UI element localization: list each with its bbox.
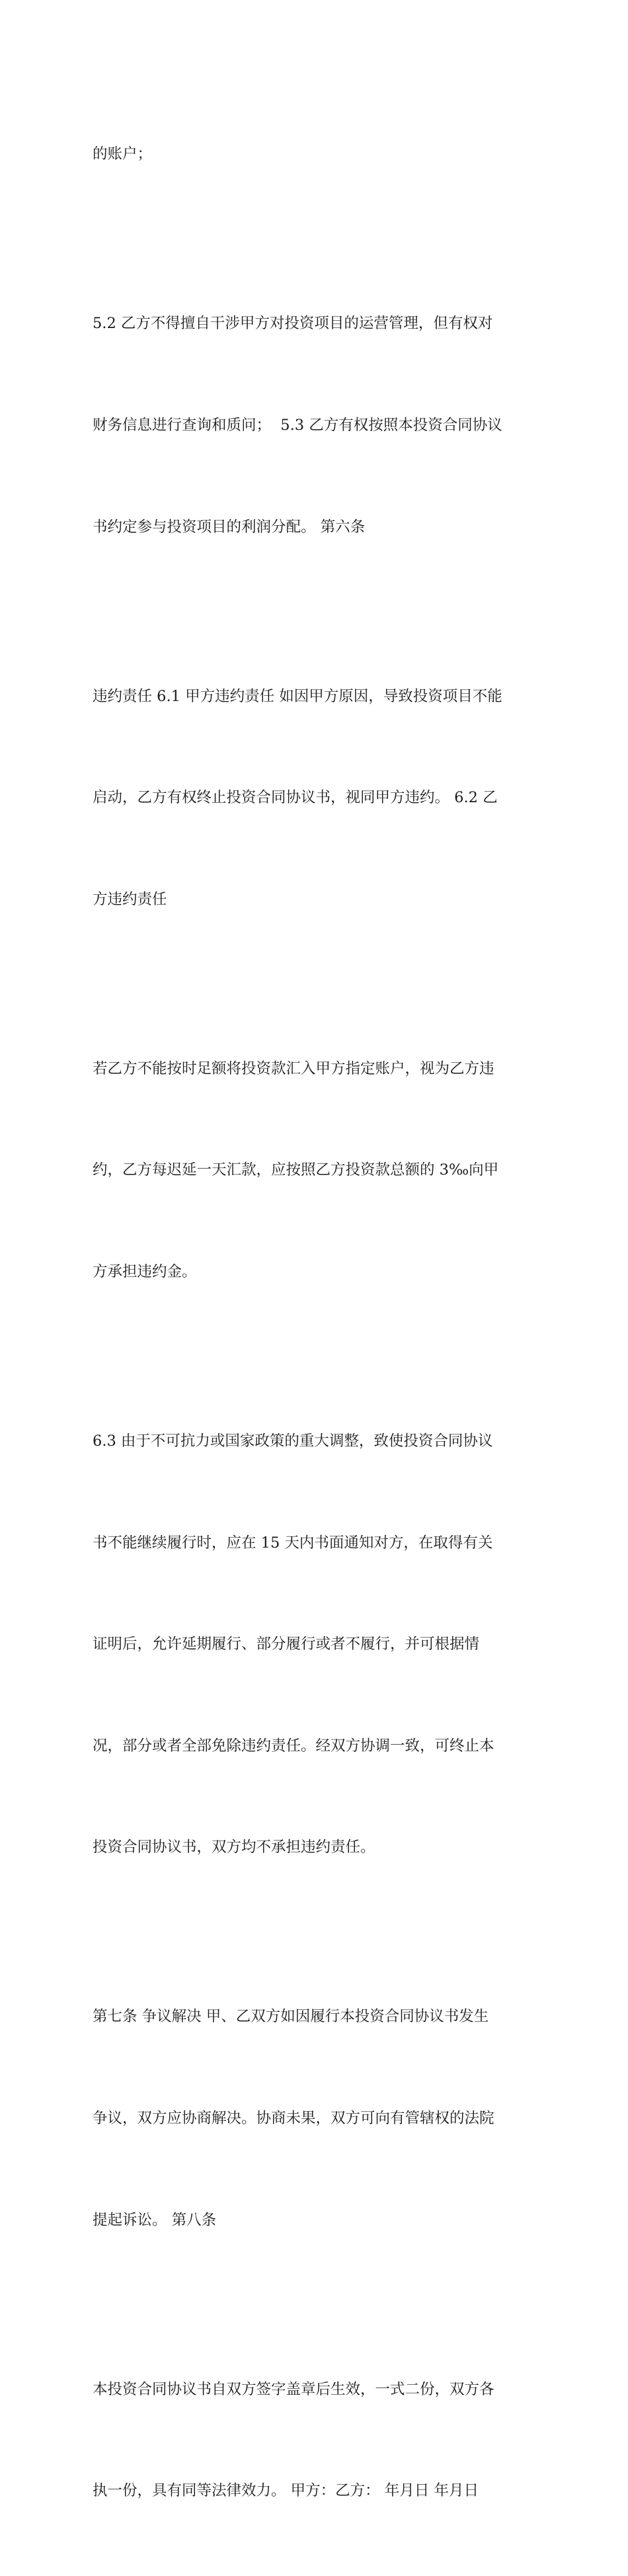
- paragraph-article-8: [93, 2305, 542, 2576]
- text-line: 投资合同协议书，双方均不承担违约责任。: [93, 1839, 375, 1856]
- text-line: 若乙方不能按时足额将投资款汇入甲方指定账户，视为乙方违: [93, 1059, 494, 1077]
- text-line: 执一份，具有同等法律效力。 甲方：乙方： 年月日 年月日: [93, 2482, 479, 2500]
- document-body: [93, 70, 542, 2576]
- paragraph-account: [93, 70, 542, 239]
- text-line: 方违约责任: [93, 890, 167, 908]
- text-line: 书不能继续履行时，应在 15 天内书面通知对方，在取得有关: [93, 1534, 493, 1552]
- text-line: 财务信息进行查询和质问； 5.3 乙方有权按照本投资合同协议: [93, 417, 502, 434]
- text-line: 证明后，允许延期履行、部分履行或者不履行，并可根据情: [93, 1636, 480, 1653]
- text-line: 违约责任 6.1 甲方违约责任 如因甲方原因，导致投资项目不能: [93, 687, 502, 705]
- paragraph-clause-6-1: [93, 612, 542, 984]
- text-line: 书约定参与投资项目的利润分配。 第六条: [93, 518, 366, 536]
- text-line: 况，部分或者全部免除违约责任。经双方协调一致，可终止本: [93, 1737, 494, 1755]
- text-line: 争议，双方应协商解决。协商未果，双方可向有管辖权的法院: [93, 2109, 494, 2127]
- text-line: 约，乙方每迟延一天汇款，应按照乙方投资款总额的 3‰向甲: [93, 1161, 499, 1179]
- text-line: 本投资合同协议书自双方签字盖章后生效，一式二份，双方各: [93, 2380, 494, 2398]
- text-line: 第七条 争议解决 甲、乙双方如因履行本投资合同协议书发生: [93, 2008, 489, 2026]
- paragraph-clause-5-2: [93, 239, 542, 612]
- text-line: 的账户；: [93, 145, 153, 163]
- text-line: 启动，乙方有权终止投资合同协议书，视同甲方违约。 6.2 乙: [93, 789, 498, 807]
- paragraph-article-7: [93, 1932, 542, 2305]
- paragraph-clause-6-2: [93, 984, 542, 1356]
- paragraph-clause-6-3: [93, 1357, 542, 1932]
- text-line: 5.2 乙方不得擅自干涉甲方对投资项目的运营管理，但有权对: [93, 315, 493, 333]
- text-line: 方承担违约金。: [93, 1263, 197, 1280]
- text-line: 提起诉讼。 第八条: [93, 2211, 217, 2229]
- text-line: 6.3 由于不可抗力或国家政策的重大调整，致使投资合同协议: [93, 1432, 493, 1450]
